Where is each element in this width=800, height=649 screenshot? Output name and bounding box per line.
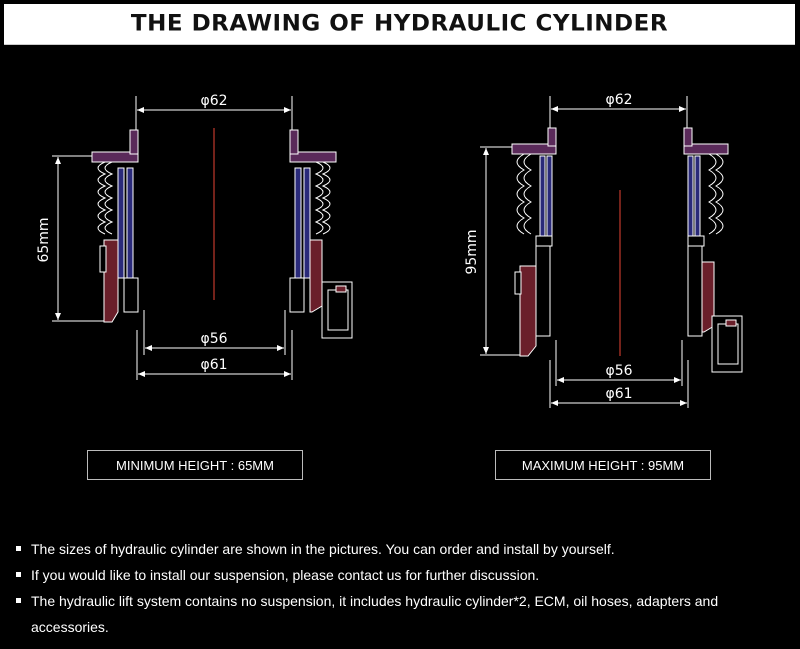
note-item bbox=[14, 536, 790, 562]
cylinder-drawings bbox=[0, 50, 800, 430]
caption-maximum-height: MAXIMUM HEIGHT : 95MM bbox=[495, 450, 711, 480]
note-item bbox=[14, 588, 790, 640]
drawing-maximum bbox=[480, 96, 742, 408]
bullet-icon bbox=[16, 572, 21, 577]
label-top-diameter: φ62 bbox=[605, 92, 633, 108]
note-text: The hydraulic lift system contains no suspension, it includes hydraulic cylinder*2, ECM, oil hoses, adapters and accessories. bbox=[31, 593, 719, 635]
note-text: The sizes of hydraulic cylinder are shown in the pictures. You can order and install by yourself. bbox=[31, 541, 615, 557]
note-item bbox=[14, 562, 790, 588]
label-inner-diameter: φ56 bbox=[605, 363, 633, 379]
label-outer-diameter: φ61 bbox=[605, 386, 633, 402]
note-text: If you would like to install our suspension, please contact us for further discussion. bbox=[31, 567, 540, 583]
title-bar bbox=[4, 4, 795, 45]
label-outer-diameter: φ61 bbox=[200, 357, 228, 373]
label-top-diameter: φ62 bbox=[200, 93, 228, 109]
label-inner-diameter: φ56 bbox=[200, 331, 228, 347]
bullet-icon bbox=[16, 598, 21, 603]
page-title: THE DRAWING OF HYDRAULIC CYLINDER bbox=[130, 11, 669, 37]
bullet-icon bbox=[16, 546, 21, 551]
label-height: 95mm bbox=[464, 229, 480, 275]
notes-list bbox=[14, 536, 790, 640]
caption-minimum-height: MINIMUM HEIGHT : 65MM bbox=[87, 450, 303, 480]
label-height: 65mm bbox=[36, 217, 52, 263]
